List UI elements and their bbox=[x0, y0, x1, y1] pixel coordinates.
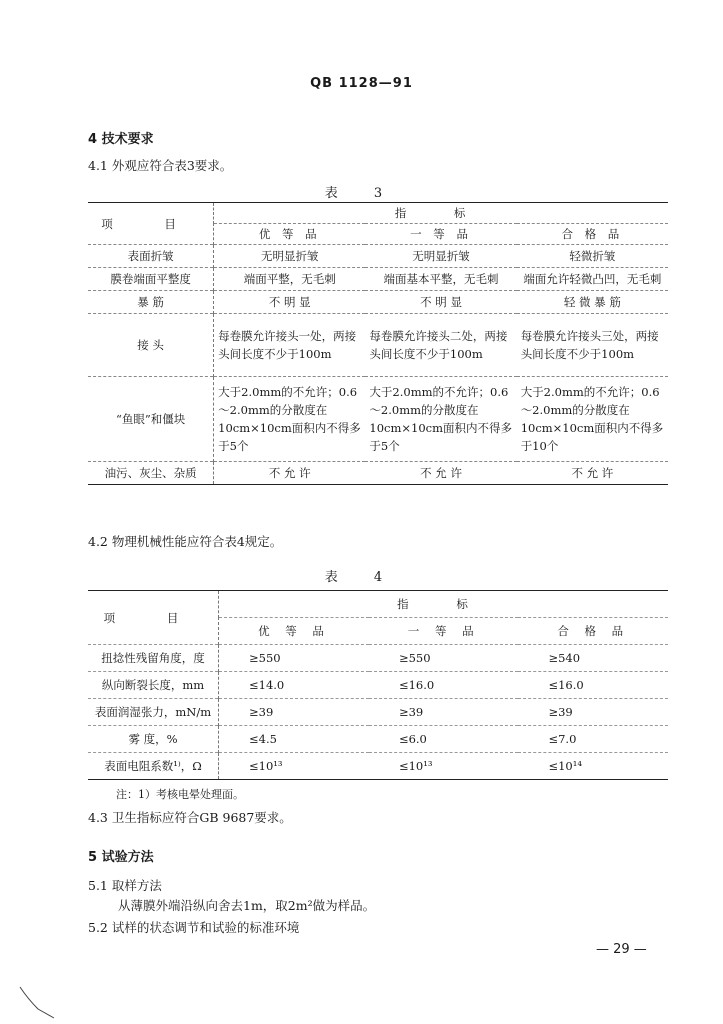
table-3-row-item: 接 头 bbox=[88, 314, 214, 377]
table-3-cell: 无明显折皱 bbox=[214, 245, 366, 268]
table-4-row-item: 表面电阻系数¹⁾，Ω bbox=[88, 753, 219, 780]
table-4-cell: ≤4.5 bbox=[219, 726, 369, 753]
table-3 bbox=[88, 202, 668, 485]
table-4-row-item: 纵向断裂长度，mm bbox=[88, 672, 219, 699]
table-4-cell: ≥39 bbox=[369, 699, 519, 726]
table-3-cell: 每卷膜允许接头二处，两接头间长度不少于100m bbox=[365, 314, 516, 377]
table-4 bbox=[88, 590, 668, 780]
table-3-cell: 每卷膜允许接头三处，两接头间长度不少于100m bbox=[517, 314, 668, 377]
table-3-cell: 大于2.0mm的不允许；0.6～2.0mm的分散度在10cm×10cm面积内不得多于10个 bbox=[517, 377, 668, 462]
standard-header: QB 1128—91 bbox=[310, 76, 413, 91]
table-4-grade-2: 一 等 品 bbox=[369, 618, 519, 645]
clause-5-1-body: 从薄膜外端沿纵向舍去1m，取2m²做为样品。 bbox=[118, 898, 376, 913]
table-4-grade-1: 优 等 品 bbox=[219, 618, 369, 645]
table-3-cell: 每卷膜允许接头一处，两接头间长度不少于100m bbox=[214, 314, 366, 377]
table-4-cell: ≤16.0 bbox=[369, 672, 519, 699]
table-3-cell: 大于2.0mm的不允许；0.6～2.0mm的分散度在10cm×10cm面积内不得多于5个 bbox=[214, 377, 366, 462]
table-3-cell: 不 明 显 bbox=[214, 291, 366, 314]
clause-5-1-title: 5.1 取样方法 bbox=[88, 878, 162, 893]
table-4-row-item: 雾 度，% bbox=[88, 726, 219, 753]
table-4-cell: ≥39 bbox=[518, 699, 668, 726]
table-4-cell: ≥39 bbox=[219, 699, 369, 726]
table-3-cell: 轻微折皱 bbox=[517, 245, 668, 268]
table-4-cell: ≤14.0 bbox=[219, 672, 369, 699]
table-3-cell: 端面基本平整，无毛刺 bbox=[365, 268, 516, 291]
table-3-cell: 端面允许轻微凸凹，无毛刺 bbox=[517, 268, 668, 291]
table-3-cell: 不 允 许 bbox=[365, 462, 516, 485]
table-4-grade-3: 合 格 品 bbox=[518, 618, 668, 645]
table-4-cell: ≥550 bbox=[219, 645, 369, 672]
table-4-cell: ≤10¹³ bbox=[219, 753, 369, 780]
table-3-row-item: 表面折皱 bbox=[88, 245, 214, 268]
table-3-cell: 大于2.0mm的不允许；0.6～2.0mm的分散度在10cm×10cm面积内不得多于5个 bbox=[365, 377, 516, 462]
table-3-cell: 不 允 许 bbox=[214, 462, 366, 485]
table-4-note: 注：1）考核电晕处理面。 bbox=[116, 788, 244, 801]
table-3-row-item: 膜卷端面平整度 bbox=[88, 268, 214, 291]
section-4-title: 4 技术要求 bbox=[88, 132, 154, 147]
table-3-cell: 轻 微 暴 筋 bbox=[517, 291, 668, 314]
table-4-cell: ≤7.0 bbox=[518, 726, 668, 753]
table-4-cell: ≥550 bbox=[369, 645, 519, 672]
table-4-cell: ≥540 bbox=[518, 645, 668, 672]
page-number: — 29 — bbox=[596, 942, 647, 957]
table-3-row-item: 油污、灰尘、杂质 bbox=[88, 462, 214, 485]
table-4-row-item: 扭捻性残留角度，度 bbox=[88, 645, 219, 672]
table-4-cell: ≤6.0 bbox=[369, 726, 519, 753]
clause-4-1: 4.1 外观应符合表3要求。 bbox=[88, 158, 233, 173]
table-3-cell: 不 明 显 bbox=[365, 291, 516, 314]
table-4-cell: ≤10¹³ bbox=[369, 753, 519, 780]
table-3-grade-2: 一 等 品 bbox=[365, 224, 516, 245]
scan-mark bbox=[14, 985, 74, 1021]
clause-4-2: 4.2 物理机械性能应符合表4规定。 bbox=[88, 534, 283, 549]
table-3-cell: 无明显折皱 bbox=[365, 245, 516, 268]
table-3-grade-3: 合 格 品 bbox=[517, 224, 668, 245]
table-4-row-item: 表面润湿张力，mN/m bbox=[88, 699, 219, 726]
table-4-cell: ≤16.0 bbox=[518, 672, 668, 699]
table-4-cell: ≤10¹⁴ bbox=[518, 753, 668, 780]
table-3-cell: 不 允 许 bbox=[517, 462, 668, 485]
clause-4-3: 4.3 卫生指标应符合GB 9687要求。 bbox=[88, 810, 292, 825]
table-3-grade-1: 优 等 品 bbox=[214, 224, 366, 245]
table-4-caption: 表 4 bbox=[324, 570, 399, 585]
table-4-item-header: 项 目 bbox=[88, 591, 219, 645]
table-3-row-item: 暴 筋 bbox=[88, 291, 214, 314]
clause-5-2-title: 5.2 试样的状态调节和试验的标准环境 bbox=[88, 920, 300, 935]
section-5-title: 5 试验方法 bbox=[88, 850, 154, 865]
table-3-cell: 端面平整，无毛刺 bbox=[214, 268, 366, 291]
table-3-group-header: 指 标 bbox=[394, 206, 488, 220]
table-4-group-header: 指 标 bbox=[397, 597, 490, 611]
table-3-item-header: 项 目 bbox=[88, 203, 214, 245]
table-3-row-item: “鱼眼”和僵块 bbox=[88, 377, 214, 462]
table-3-caption: 表 3 bbox=[324, 186, 399, 201]
